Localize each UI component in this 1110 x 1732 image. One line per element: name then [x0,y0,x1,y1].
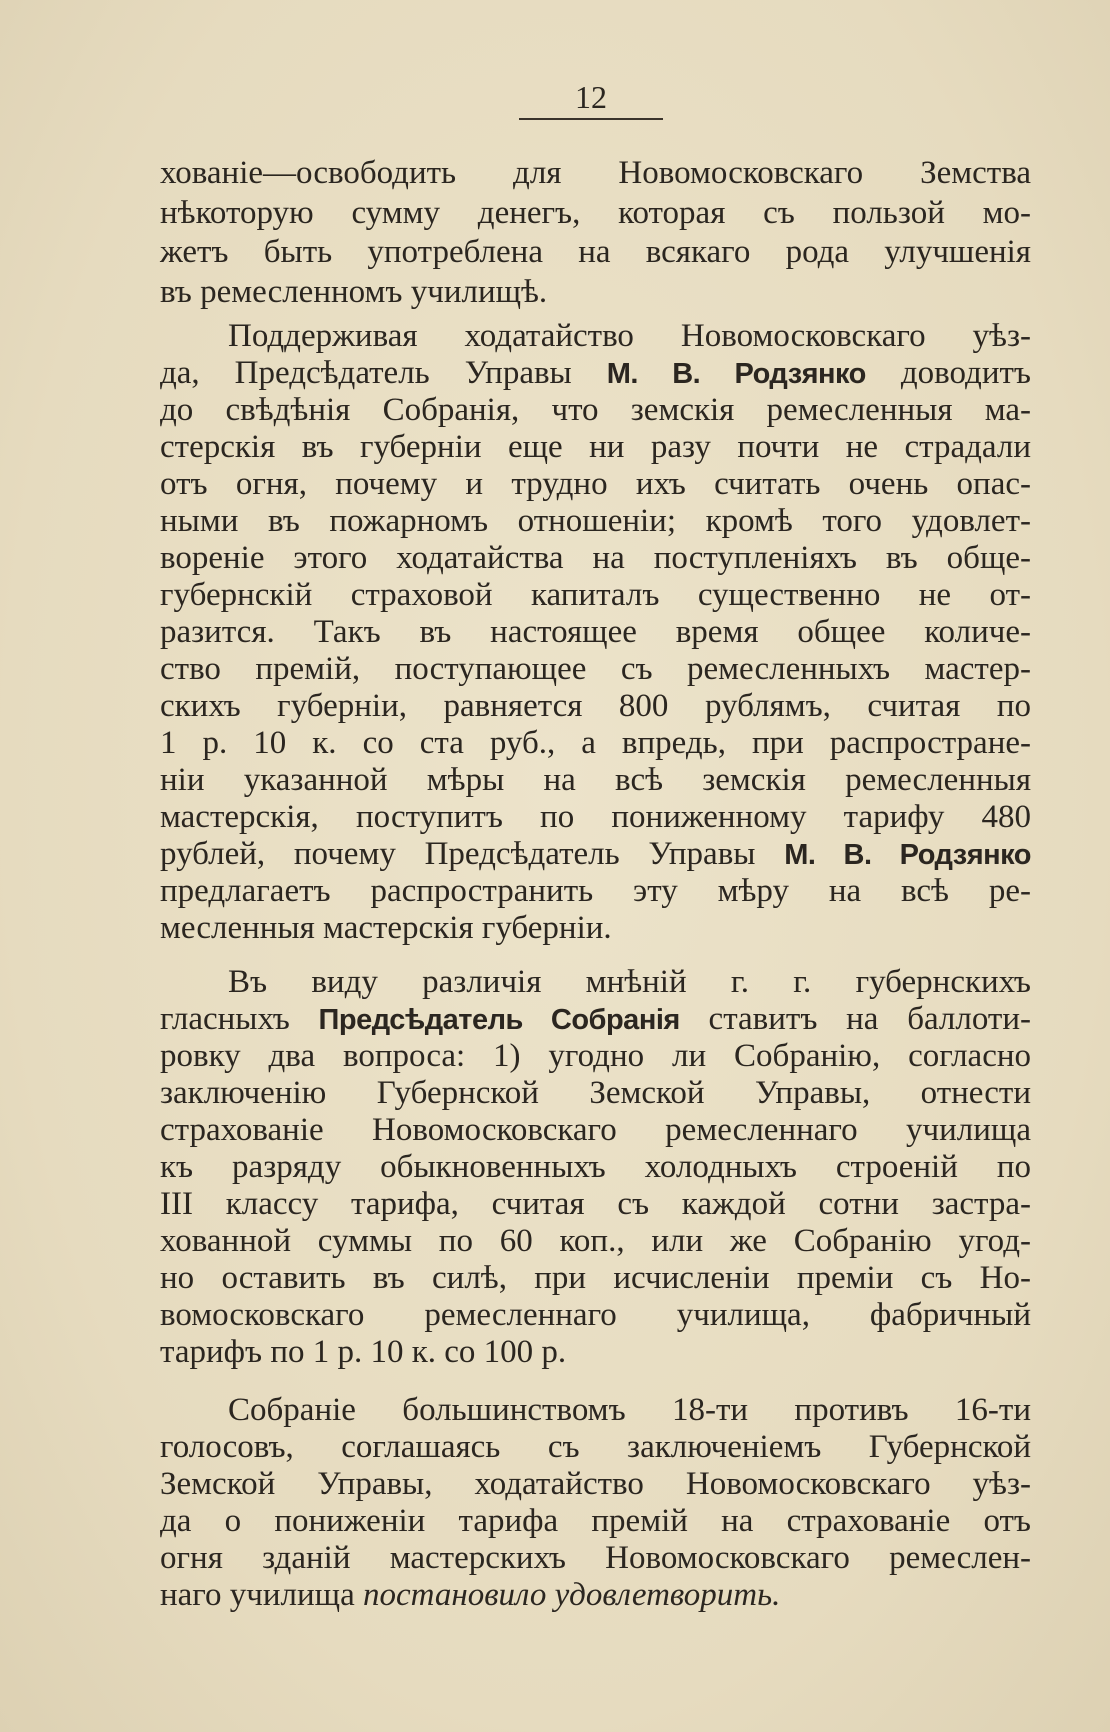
text-run: нѣкоторую сумму денегъ, которая съ пользой мо- [160,194,1031,231]
text-run: хованіе—освободить для Новомосковскаго Земства [160,155,1031,191]
text-run: огня зданій мастерскихъ Новомосковскаго ремеслен- [160,1540,1031,1576]
text-run: ровку два вопроса: 1) угодно ли Собранію, согласно [160,1038,1031,1074]
text-line [160,688,1031,725]
text-line [160,836,1031,873]
text-line [160,1186,1031,1223]
paragraph-3 [160,964,1031,1371]
text-run: рублей, почему Предсѣдатель Управы [160,836,785,872]
paragraph-4 [160,1392,1031,1614]
text-run: Поддерживая ходатайство Новомосковскаго уѣз- [228,318,1031,354]
text-line [160,1149,1031,1186]
text-run: до свѣдѣнія Собранія, что земскія ремесленныя ма- [160,392,1031,428]
text-line [160,1038,1031,1075]
text-run: ніи указанной мѣры на всѣ земскія ремесленныя [160,762,1031,798]
text-run: жетъ быть употреблена на всякаго рода улучшенія [160,234,1031,270]
text-line [160,725,1031,762]
text-run: месленныя мастерскія губерніи. [160,910,612,946]
text-run: разится. Такъ въ настоящее время общее количе- [160,614,1031,650]
text-run: Въ виду различія мнѣній г. г. губернскихъ [228,964,1031,1000]
text-run: гласныхъ [160,1001,319,1037]
text-run: вомосковскаго ремесленнаго училища, фабричный [160,1297,1031,1333]
text-run: III классу тарифа, считая съ каждой сотни застра- [160,1186,1031,1222]
text-run: отъ огня, почему и трудно ихъ считать очень опас- [160,466,1031,502]
bold-text: Предсѣдатель Собранія [318,1004,680,1036]
text-line [160,1577,1031,1614]
text-line [160,1334,1031,1371]
text-line [160,577,1031,614]
text-line [160,1001,1031,1038]
text-line [160,1297,1031,1334]
text-line [160,1075,1031,1112]
text-line [160,1112,1031,1149]
text-run: Собраніе большинствомъ 18-ти противъ 16-ти [228,1392,1031,1428]
text-run: ство премій, поступающее съ ремесленныхъ мастер- [160,651,1031,687]
text-line [160,1392,1031,1429]
text-line [160,429,1031,466]
text-line [160,154,1031,194]
text-run: но оставить въ силѣ, при исчисленіи преміи съ Но- [160,1260,1031,1296]
text-line [160,392,1031,429]
text-run: ными въ пожарномъ отношеніи; кромѣ того удовлет- [160,503,1031,539]
page-number-rule [519,118,663,120]
text-line [160,540,1031,577]
text-run: вореніе этого ходатайства на поступленіяхъ въ обще- [160,540,1031,576]
text-run: предлагаетъ распространить эту мѣру на всѣ ре- [160,873,1031,909]
text-line [160,1223,1031,1260]
text-run: къ разряду обыкновенныхъ холодныхъ строеній по [160,1149,1031,1185]
text-line [160,503,1031,540]
bold-text: М. В. Родзянко [606,358,866,390]
text-line [160,1540,1031,1577]
bold-text: М. В. Родзянко [784,839,1031,871]
page-number: 12 [575,79,607,115]
text-line [160,614,1031,651]
paragraph-1 [160,154,1031,312]
text-run: стерскія въ губерніи еще ни разу почти не страдали [160,429,1031,465]
text-line [160,194,1031,234]
text-line [160,355,1031,392]
text-line [160,466,1031,503]
text-run: тарифъ по 1 р. 10 к. со 100 р. [160,1334,567,1370]
text-run: заключенію Губернской Земской Управы, отнести [160,1075,1031,1111]
text-run: страхованіе Новомосковскаго ремесленнаго училища [160,1112,1031,1148]
text-line [160,1503,1031,1540]
text-run: мастерскія, поступитъ по пониженному тарифу 480 [160,799,1031,835]
text-run: да, Предсѣдатель Управы [160,355,607,391]
text-run: скихъ губерніи, равняется 800 рублямъ, считая по [160,688,1031,724]
text-line [160,1260,1031,1297]
text-line [160,233,1031,273]
text-run: да о пониженіи тарифа премій на страхованіе отъ [160,1503,1031,1539]
text-line [160,799,1031,836]
text-line [160,1466,1031,1503]
text-line [160,651,1031,688]
paragraph-2 [160,318,1031,947]
text-run: Земской Управы, ходатайство Новомосковскаго уѣз- [160,1466,1031,1502]
text-line [160,273,1031,313]
text-run: доводитъ [865,355,1031,391]
text-line [160,964,1031,1001]
text-run: хованной суммы по 60 коп., или же Собранію угод- [160,1223,1031,1259]
text-run: губернскій страховой капиталъ существенно не от- [160,577,1031,613]
text-line [160,318,1031,355]
text-line [160,1429,1031,1466]
text-run: 1 р. 10 к. со ста руб., а впредь, при распростране- [160,725,1031,761]
text-run: наго училища [160,1577,363,1613]
text-run: голосовъ, соглашаясь съ заключеніемъ Губернской [160,1429,1031,1465]
text-run: въ ремесленномъ училищѣ. [160,273,548,310]
text-line [160,873,1031,910]
italic-text: постановило удовлетворить. [362,1577,781,1613]
text-run: ставитъ на баллоти- [679,1001,1031,1037]
text-line [160,910,1031,947]
text-line [160,762,1031,799]
